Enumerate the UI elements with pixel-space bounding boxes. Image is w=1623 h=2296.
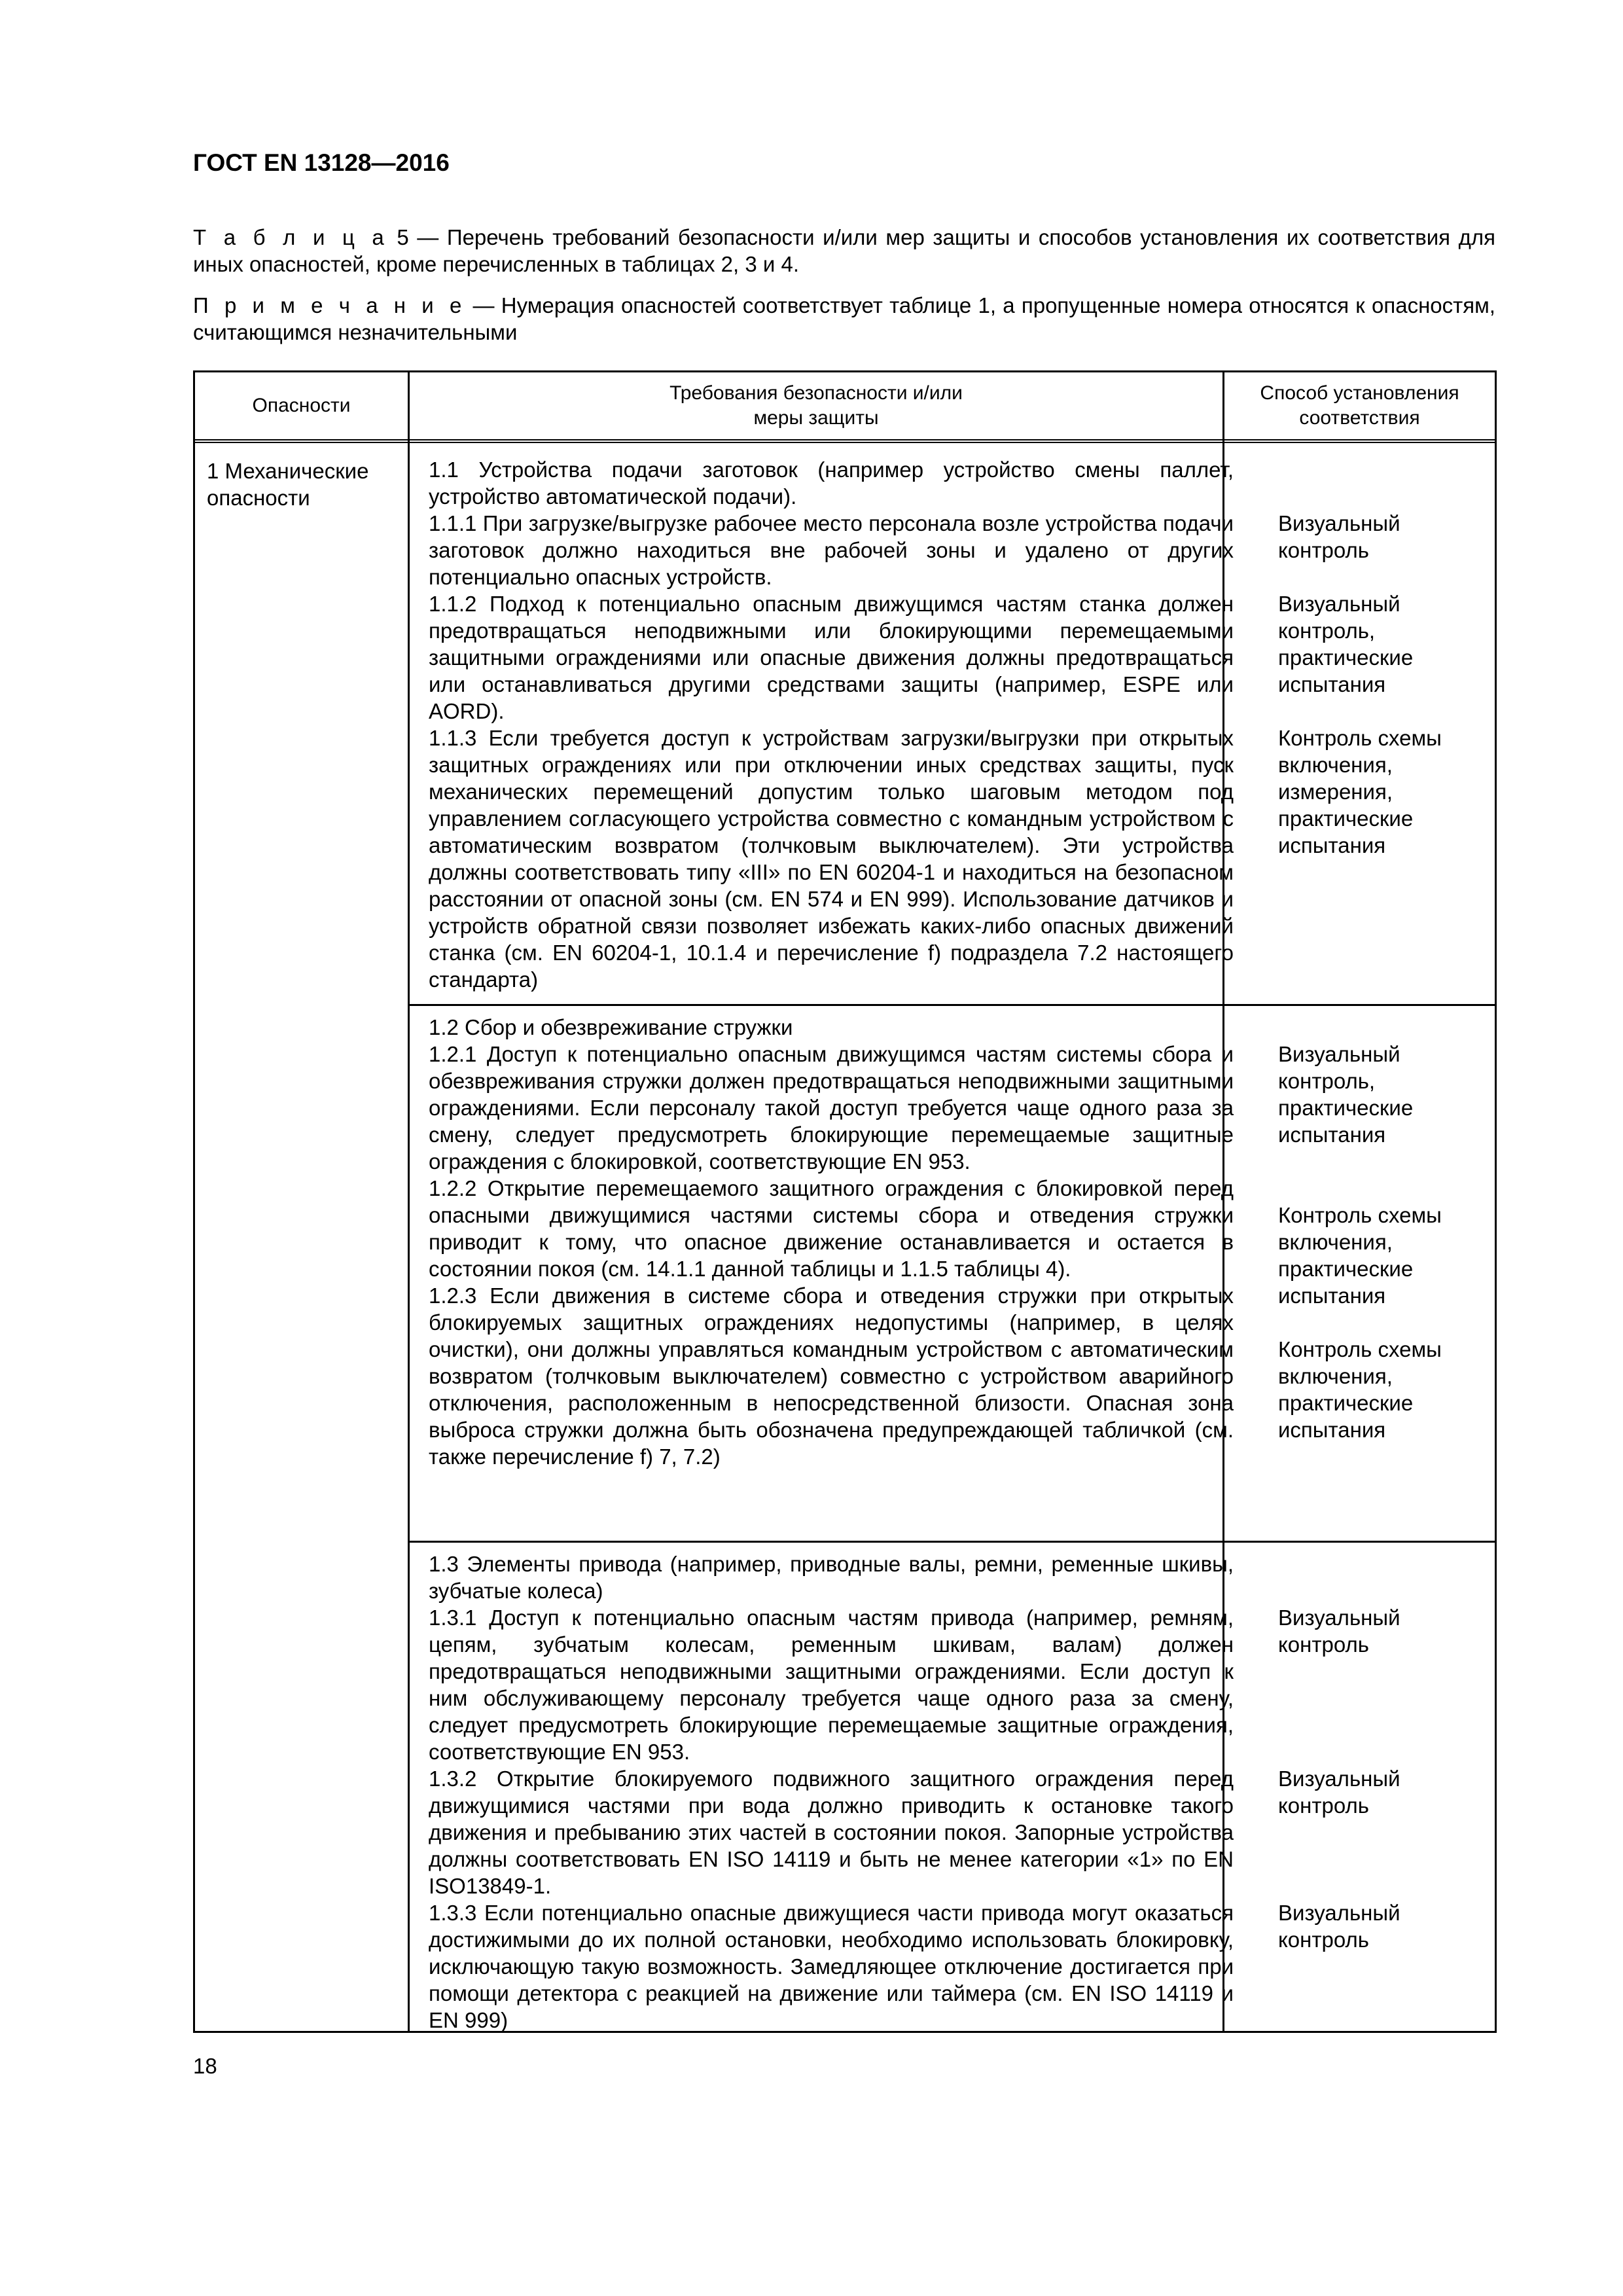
method-1-1-2: Визуальный контроль, практические испытания: [1278, 592, 1414, 696]
header-method-line1: Способ установления: [1260, 382, 1459, 404]
method-1-3-1: Визуальный контроль: [1278, 1605, 1400, 1657]
table-label: Т а б л и ц а: [193, 225, 389, 249]
note-text: — Нумерация опасностей соответствует таблице 1, а пропущенные номера относятся к опасностям, считающимся незначительными: [193, 293, 1495, 344]
requirement-1-2-3: 1.2.3 Если движения в системе сбора и отведения стружки при открытых блокируемых защитных ограждениях недопустимы (например, в целях очистки), они должны управляться командным устройством с автоматическим возвратом (толчковым выключателем) совместно с устройством аварийного отключения, расположенным в непосредственной близости. Опасная зона выброса стружки должна быть обозначена предупреждающей табличкой (см. также перечисление f) 7, 7.2): [429, 1283, 1234, 1469]
method-1-3-2: Визуальный контроль: [1278, 1767, 1400, 1818]
method-1-2-3: Контроль схемы включения, практические испытания: [1278, 1337, 1442, 1442]
note-label: П р и м е ч а н и е: [193, 293, 467, 317]
document-header: ГОСТ EN 13128—2016: [193, 149, 450, 176]
method-1-2-1: Визуальный контроль, практические испытания: [1278, 1042, 1414, 1147]
hazard-cell: 1 Механические опасности: [207, 459, 369, 510]
header-requirements: [410, 372, 1222, 439]
method-1-2-2: Контроль схемы включения, практические испытания: [1278, 1203, 1442, 1308]
page-number: 18: [193, 2054, 217, 2078]
requirement-1-2-1: 1.2.1 Доступ к потенциально опасным движущимся частям системы сбора и обезвреживания стружки должен предотвращаться неподвижными защитными ограждениями. Если персоналу такой доступ требуется чаще одного раза за смену, следует предусмотреть блокирующие перемещаемые защитные ограждения с блокировкой, соответствующие EN 953.: [429, 1042, 1234, 1174]
requirements-table: [193, 370, 1497, 2033]
method-1-1-1: Визуальный контроль: [1278, 511, 1400, 562]
requirement-1-1-2: 1.1.2 Подход к потенциально опасным движущимся частям станка должен предотвращаться неподвижными или блокирующими перемещаемыми защитными ограждениями или опасные движения должны предотвращаться или останавливаться другими средствами защиты (например, ESPE или AORD).: [429, 592, 1234, 723]
requirement-1-1-1: 1.1.1 При загрузке/выгрузке рабочее место персонала возле устройства подачи заготовок должно находиться вне рабочей зоны и удалено от других потенциально опасных устройств.: [429, 511, 1234, 589]
header-hazards: [195, 372, 408, 439]
section-1-2-title: 1.2 Сбор и обезвреживание стружки: [429, 1015, 793, 1039]
requirement-1-3-3: 1.3.3 Если потенциально опасные движущиеся части привода могут оказаться достижимыми до их полной остановки, необходимо использовать блокировку, исключающую такую возможность. Замедляющее отключение достигается при помощи детектора с реакцией на движение или таймера (см. EN ISO 14119 и EN 999): [429, 1901, 1234, 2032]
section-1-3-title: 1.3 Элементы привода (например, приводные валы, ремни, ременные шкивы, зубчатые колеса): [429, 1552, 1234, 1603]
section-1-2-row: [408, 1004, 1497, 1543]
requirement-1-3-2: 1.3.2 Открытие блокируемого подвижного защитного ограждения перед движущимися частями при вода должно приводить к остановке такого движения и пребыванию этих частей в состоянии покоя. Запорные устройства должны соответствовать EN ISO 14119 и быть не менее категории «1» по EN ISO13849-1.: [429, 1767, 1234, 1898]
requirement-1-2-2: 1.2.2 Открытие перемещаемого защитного ограждения с блокировкой перед опасными движущимися частями системы сбора и отведения стружки приводит к тому, что опасное движение останавливается и остается в состоянии покоя (см. 14.1.1 данной таблицы и 1.1.5 таблицы 4).: [429, 1176, 1234, 1281]
table-note: [193, 292, 1495, 346]
method-1-1-3: Контроль схемы включения, измерения, практические испытания: [1278, 726, 1442, 857]
requirement-1-3-1: 1.3.1 Доступ к потенциально опасным частям привода (например, ремням, цепям, зубчатым колесам, ременным шкивам, валам) должен предотвращаться неподвижными защитными ограждениями. Если доступ к ним обслуживающему персоналу требуется чаще одного раза за смену, следует предусмотреть блокирующие перемещаемые защитные ограждения, соответствующие EN 953.: [429, 1605, 1234, 1764]
table-title: 5 — Перечень требований безопасности и/или мер защиты и способов установления их соответствия для иных опасностей, кроме перечисленных в таблицах 2, 3 и 4.: [193, 225, 1495, 276]
header-requirements-line1: Требования безопасности и/или: [669, 382, 963, 404]
section-1-1-title: 1.1 Устройства подачи заготовок (например устройство смены паллет, устройство автоматической подачи).: [429, 457, 1234, 509]
header-hazards-text: Опасности: [252, 395, 351, 416]
header-method-line2: соответствия: [1299, 407, 1420, 429]
table-header-row: [195, 372, 1495, 443]
section-1-3-requirements: [429, 1551, 1234, 2034]
header-method: [1224, 372, 1495, 439]
table-caption: [193, 224, 1495, 278]
method-1-3-3: Визуальный контроль: [1278, 1901, 1400, 1952]
requirement-1-1-3: 1.1.3 Если требуется доступ к устройствам загрузки/выгрузки при открытых защитных ограждениях или при отключении иных средствах защиты, пуск механических перемещений допустим только шаговым методом под управлением согласующего устройства совместно с командным устройством с автоматическим возвратом (толчковым выключателем). Эти устройства должны соответствовать типу «III» по EN 60204-1 и находиться на безопасном расстоянии от опасной зоны (см. EN 574 и EN 999). Использование датчиков и устройств обратной связи позволяет избежать каких-либо опасных движений станка (см. EN 60204-1, 10.1.4 и перечисление f) подраздела 7.2 настоящего стандарта): [429, 726, 1234, 992]
section-1-2-requirements: [429, 1014, 1234, 1470]
section-1-1-requirements: [429, 456, 1234, 993]
section-1-1-row: [408, 443, 1497, 1004]
section-1-3-row: [408, 1541, 1497, 2035]
header-requirements-line2: меры защиты: [753, 407, 879, 429]
